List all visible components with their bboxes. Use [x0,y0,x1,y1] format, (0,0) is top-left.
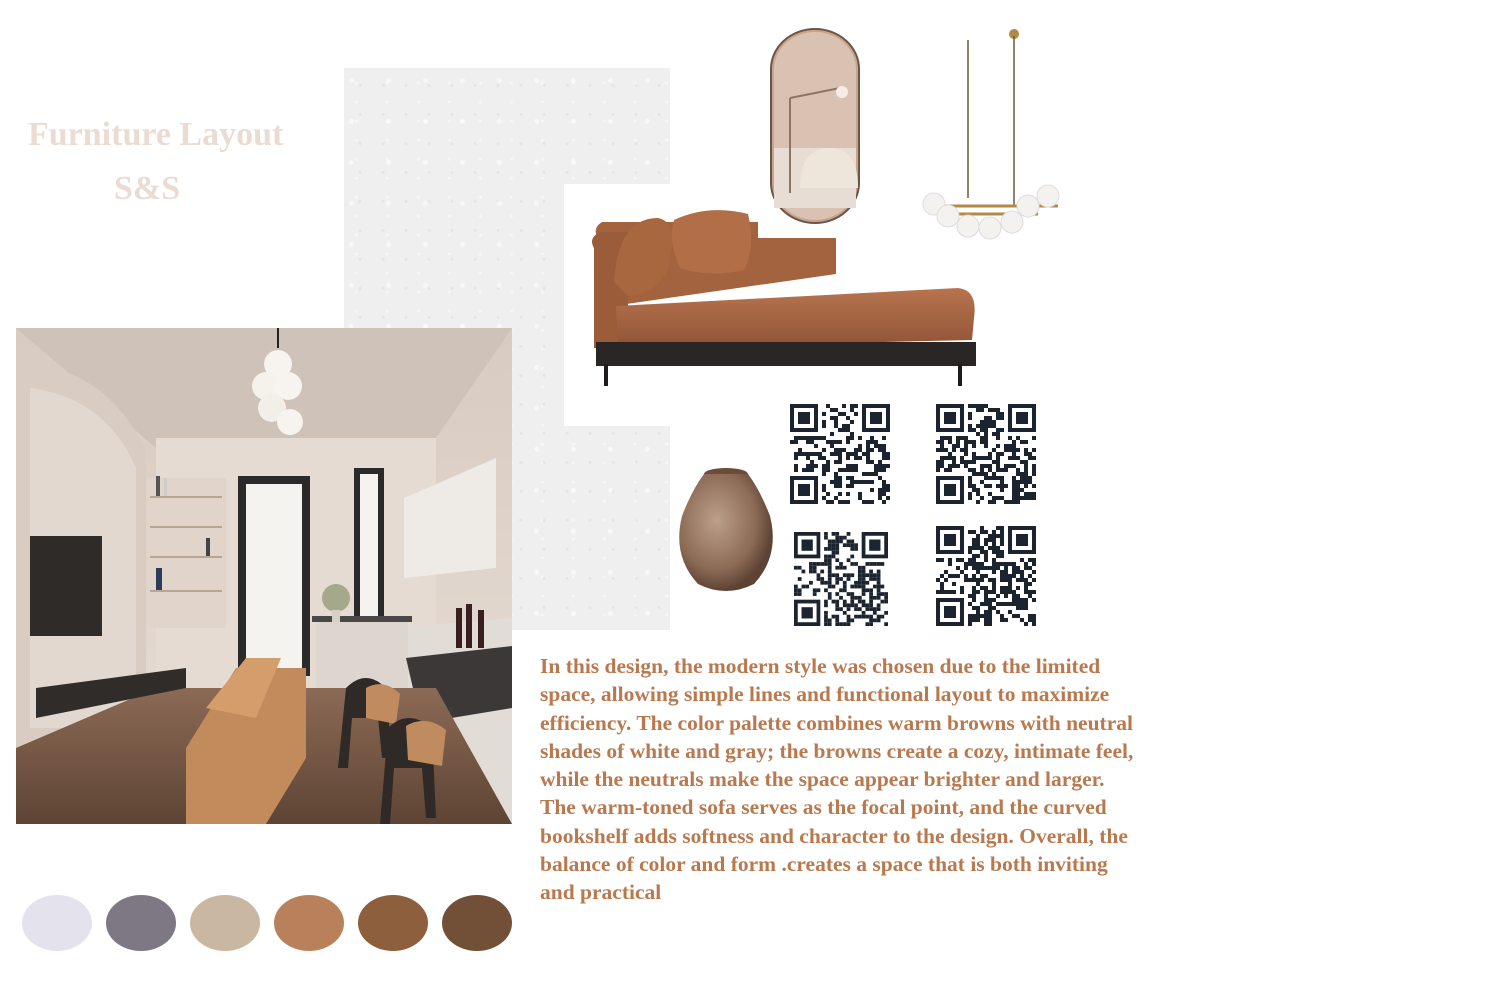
palette-swatch-6 [442,895,512,951]
palette-swatch-5 [358,895,428,951]
qr-code-3[interactable] [794,532,888,626]
chaise-sofa-image [588,208,978,388]
arched-mirror-image [770,28,860,224]
clay-vase-image [672,466,780,596]
palette-swatch-1 [22,895,92,951]
room-render-image [16,328,512,824]
page-title [28,108,328,216]
palette-swatch-4 [274,895,344,951]
title-line-2: S&S [114,170,181,207]
title-line-1: Furniture Layout [28,116,284,153]
qr-code-1[interactable] [790,404,890,504]
palette-swatch-2 [106,895,176,951]
palette-swatch-3 [190,895,260,951]
design-description: In this design, the modern style was chosen due to the limited space, allowing simple lines and functional layout to maximize efficiency. The color palette combines warm browns with neutral shades of white and gray; the browns create a cozy, intimate feel, while the neutrals make the space appear brighter and larger. The warm-toned sofa serves as the focal point, and the curved bookshelf adds softness and character to the design. Overall, the balance of color and form .creates a space that is both inviting and practical [540,654,1134,905]
qr-code-4[interactable] [936,526,1036,626]
qr-code-2[interactable] [936,404,1036,504]
